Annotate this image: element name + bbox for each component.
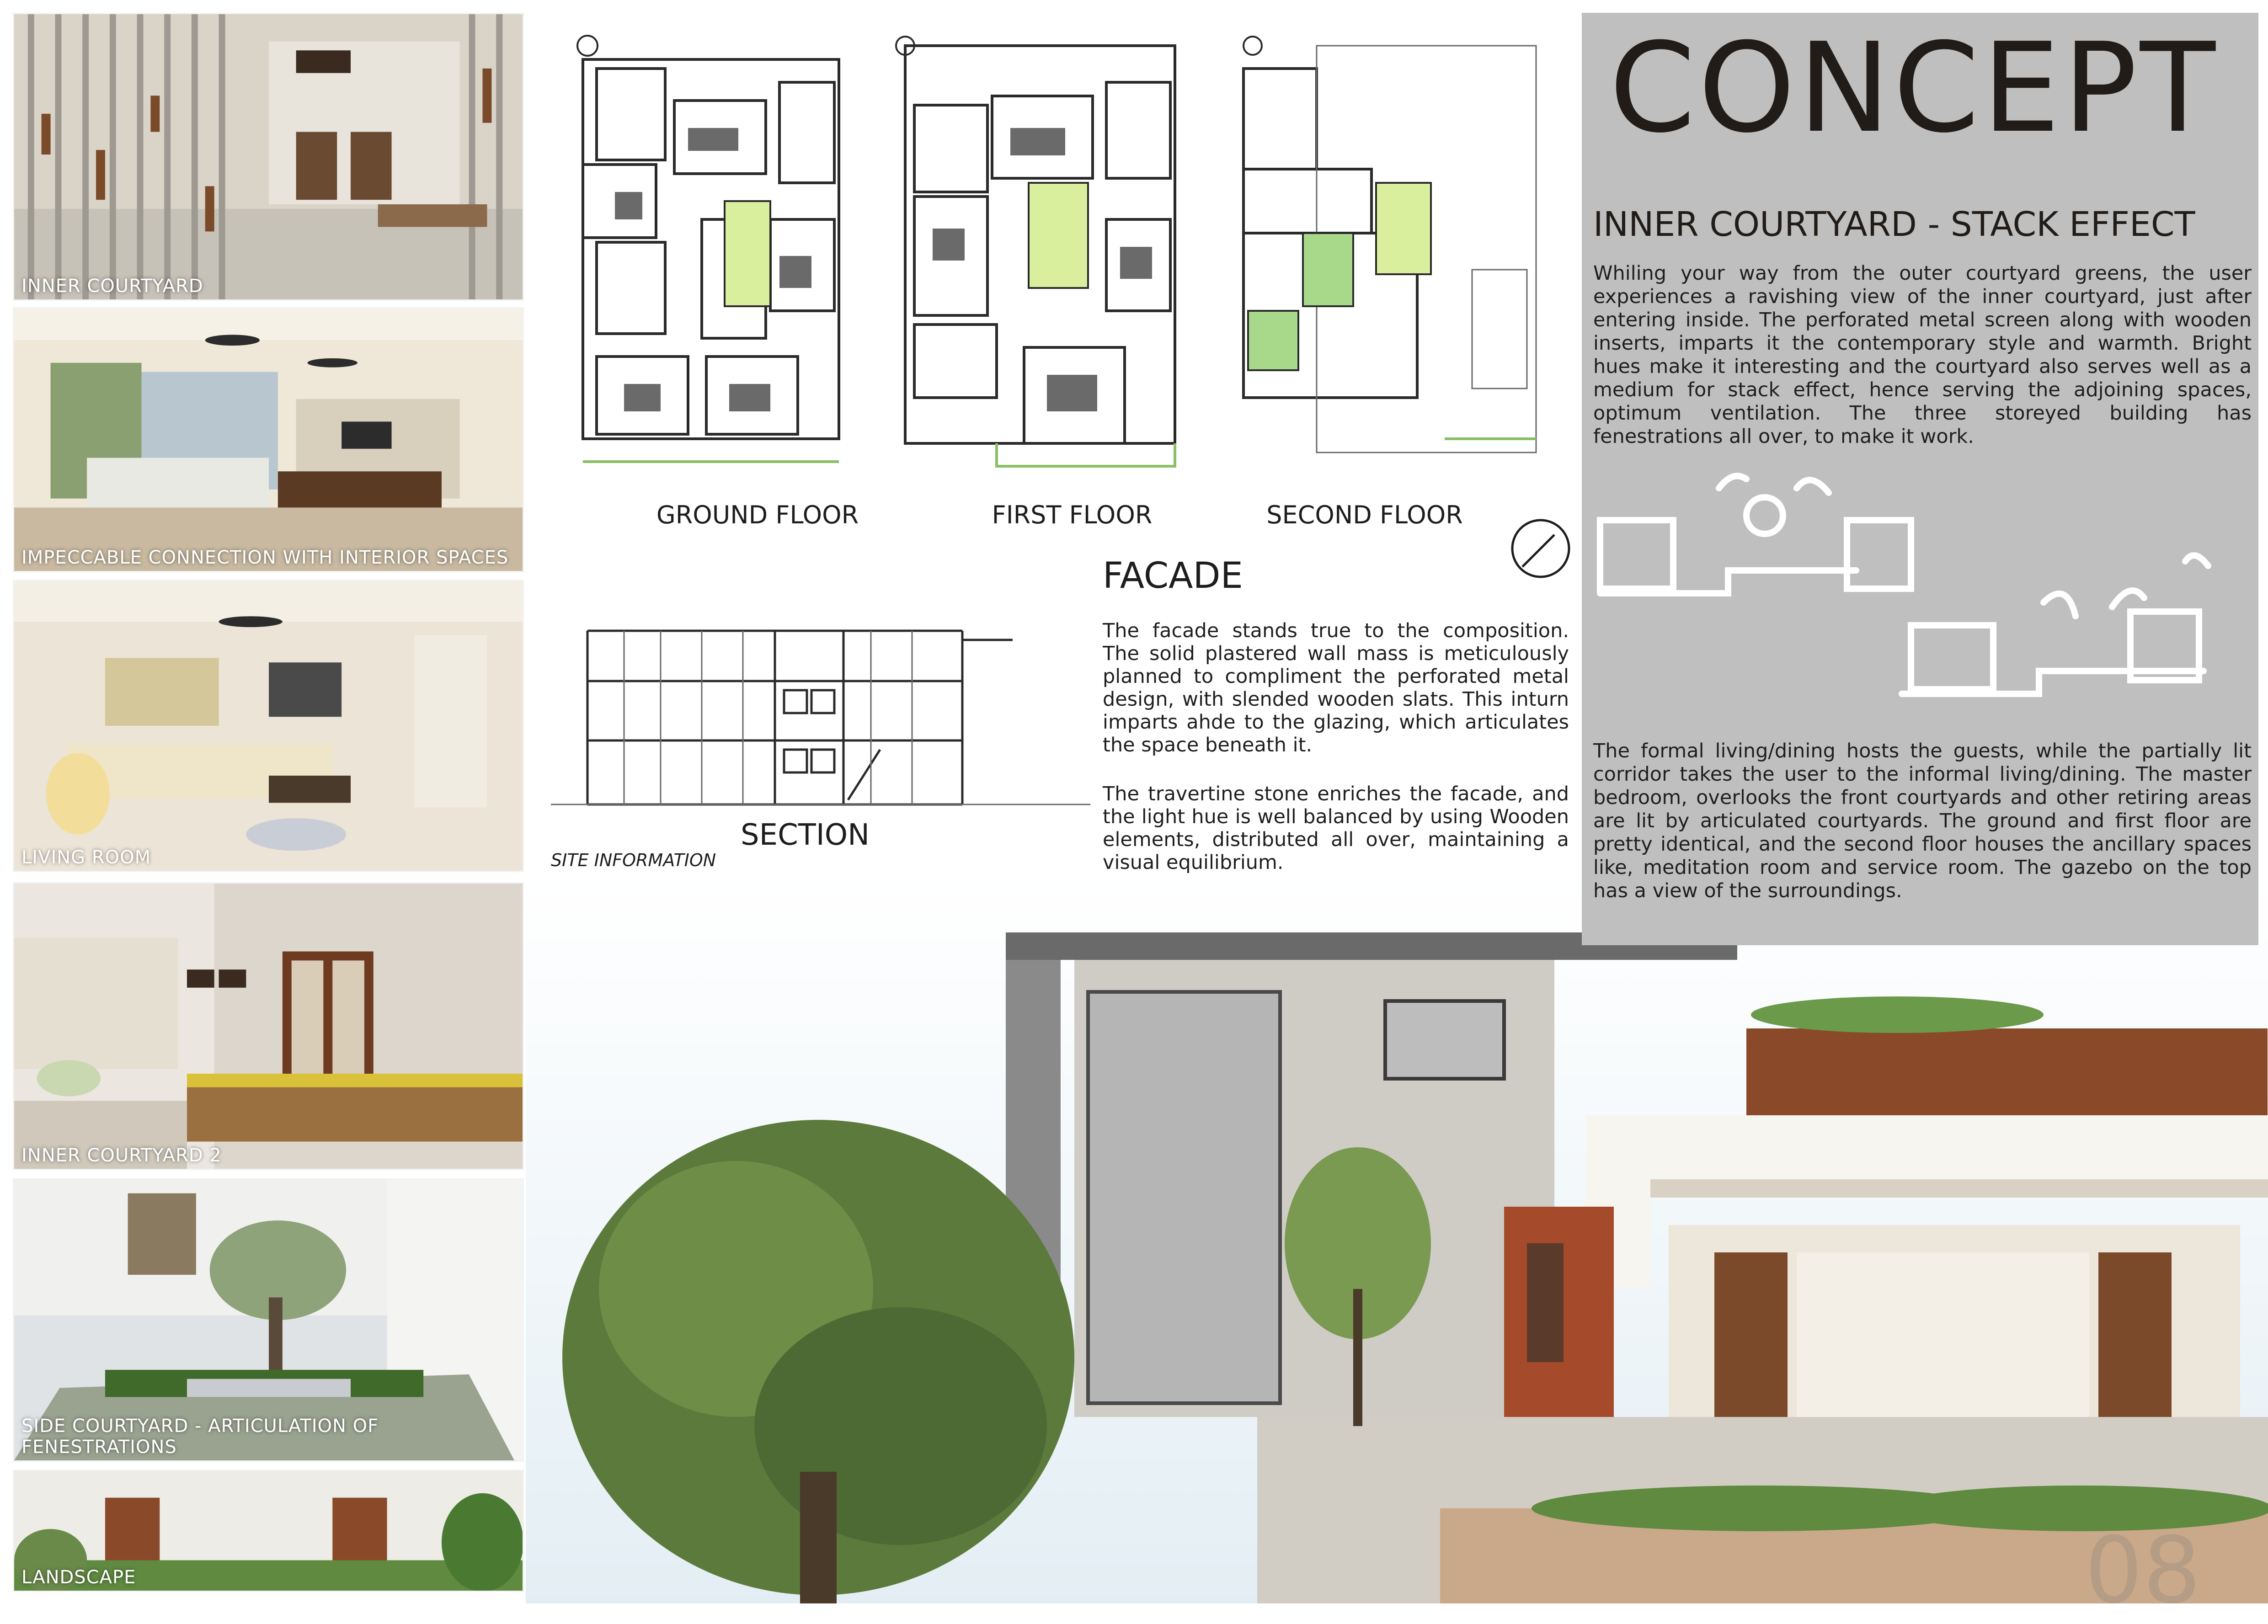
inner-courtyard-2-render: [14, 884, 523, 1169]
first-floor-plan: [891, 27, 1189, 475]
second-floor-drawing: [1234, 27, 1564, 475]
ground-floor-label: GROUND FLOOR: [656, 501, 859, 529]
stack-effect-sketch: [1582, 461, 2258, 735]
photo-living-room: [13, 580, 524, 872]
ground-floor-plan: [569, 27, 853, 475]
photo-caption: LIVING ROOM: [21, 847, 151, 868]
photo-side-courtyard: [13, 1178, 524, 1462]
living-room-render: [14, 581, 523, 871]
ground-floor-drawing: [569, 27, 853, 475]
first-floor-label: FIRST FLOOR: [992, 501, 1153, 529]
second-floor-plan: [1234, 27, 1564, 475]
facade-title: FACADE: [1103, 555, 1243, 596]
exterior-facade-render: [526, 878, 2268, 1603]
facade-paragraph-2: The travertine stone enriches the facade, and the light hue is well balanced by using Wooden elements, distributed all over, maintaining a visual equilibrium.: [1103, 783, 1569, 874]
photo-caption: LANDSCAPE: [21, 1567, 136, 1588]
dining-render: [14, 309, 523, 571]
concept-paragraph-1: Whiling your way from the outer courtyard greens, the user experiences a ravishing view of the inner courtyard, just after entering inside. The perforated metal screen along with wooden inserts, imparts it the contemporary style and warmth. Bright hues make it interesting and the courtyard also serves well as a medium for stack effect, hence serving the adjoining spaces, optimum ventilation. The three storeyed building has fenestrations all over, to make it work.: [1593, 262, 2252, 448]
photo-landscape: [13, 1470, 524, 1592]
concept-panel: [1582, 13, 2258, 945]
inner-courtyard-render: [14, 14, 523, 299]
concept-subtitle: INNER COURTYARD - STACK EFFECT: [1593, 205, 2195, 244]
photo-inner-courtyard-2: [13, 882, 524, 1170]
section-label: SECTION: [741, 818, 870, 852]
north-arrow-icon: [1509, 516, 1573, 580]
second-floor-label: SECOND FLOOR: [1266, 501, 1463, 529]
photo-caption: SIDE COURTYARD - ARTICULATION OF FENESTRATIONS: [21, 1416, 379, 1458]
concept-title: CONCEPT: [1609, 16, 2218, 160]
page-number: 08: [2085, 1518, 2201, 1624]
photo-caption: INNER COURTYARD: [21, 276, 203, 297]
photo-inner-courtyard: [13, 13, 524, 301]
photo-caption: INNER COURTYARD 2: [21, 1145, 222, 1166]
photo-caption: IMPECCABLE CONNECTION WITH INTERIOR SPACES: [21, 547, 509, 568]
facade-paragraph-1: The facade stands true to the composition. The solid plastered wall mass is meticulously planned to compliment the perforated metal design, with slended wooden slats. This inturn imparts ahde to the glazing, which articulates the space beneath it.: [1103, 619, 1569, 756]
section-drawing: [551, 612, 1090, 814]
photo-interior-connection: [13, 307, 524, 572]
concept-paragraph-2: The formal living/dining hosts the guests, while the partially lit corridor takes the user to the informal living/dining. The master bedroom, overlooks the front courtyards and other retiring areas are lit by articulated courtyards. The ground and first floor are pretty identical, and the second floor houses the ancillary spaces like, meditation room and service room. The gazebo on the top has a view of the surroundings.: [1593, 740, 2252, 902]
site-info-heading: SITE INFORMATION: [551, 850, 716, 870]
first-floor-drawing: [891, 27, 1189, 475]
